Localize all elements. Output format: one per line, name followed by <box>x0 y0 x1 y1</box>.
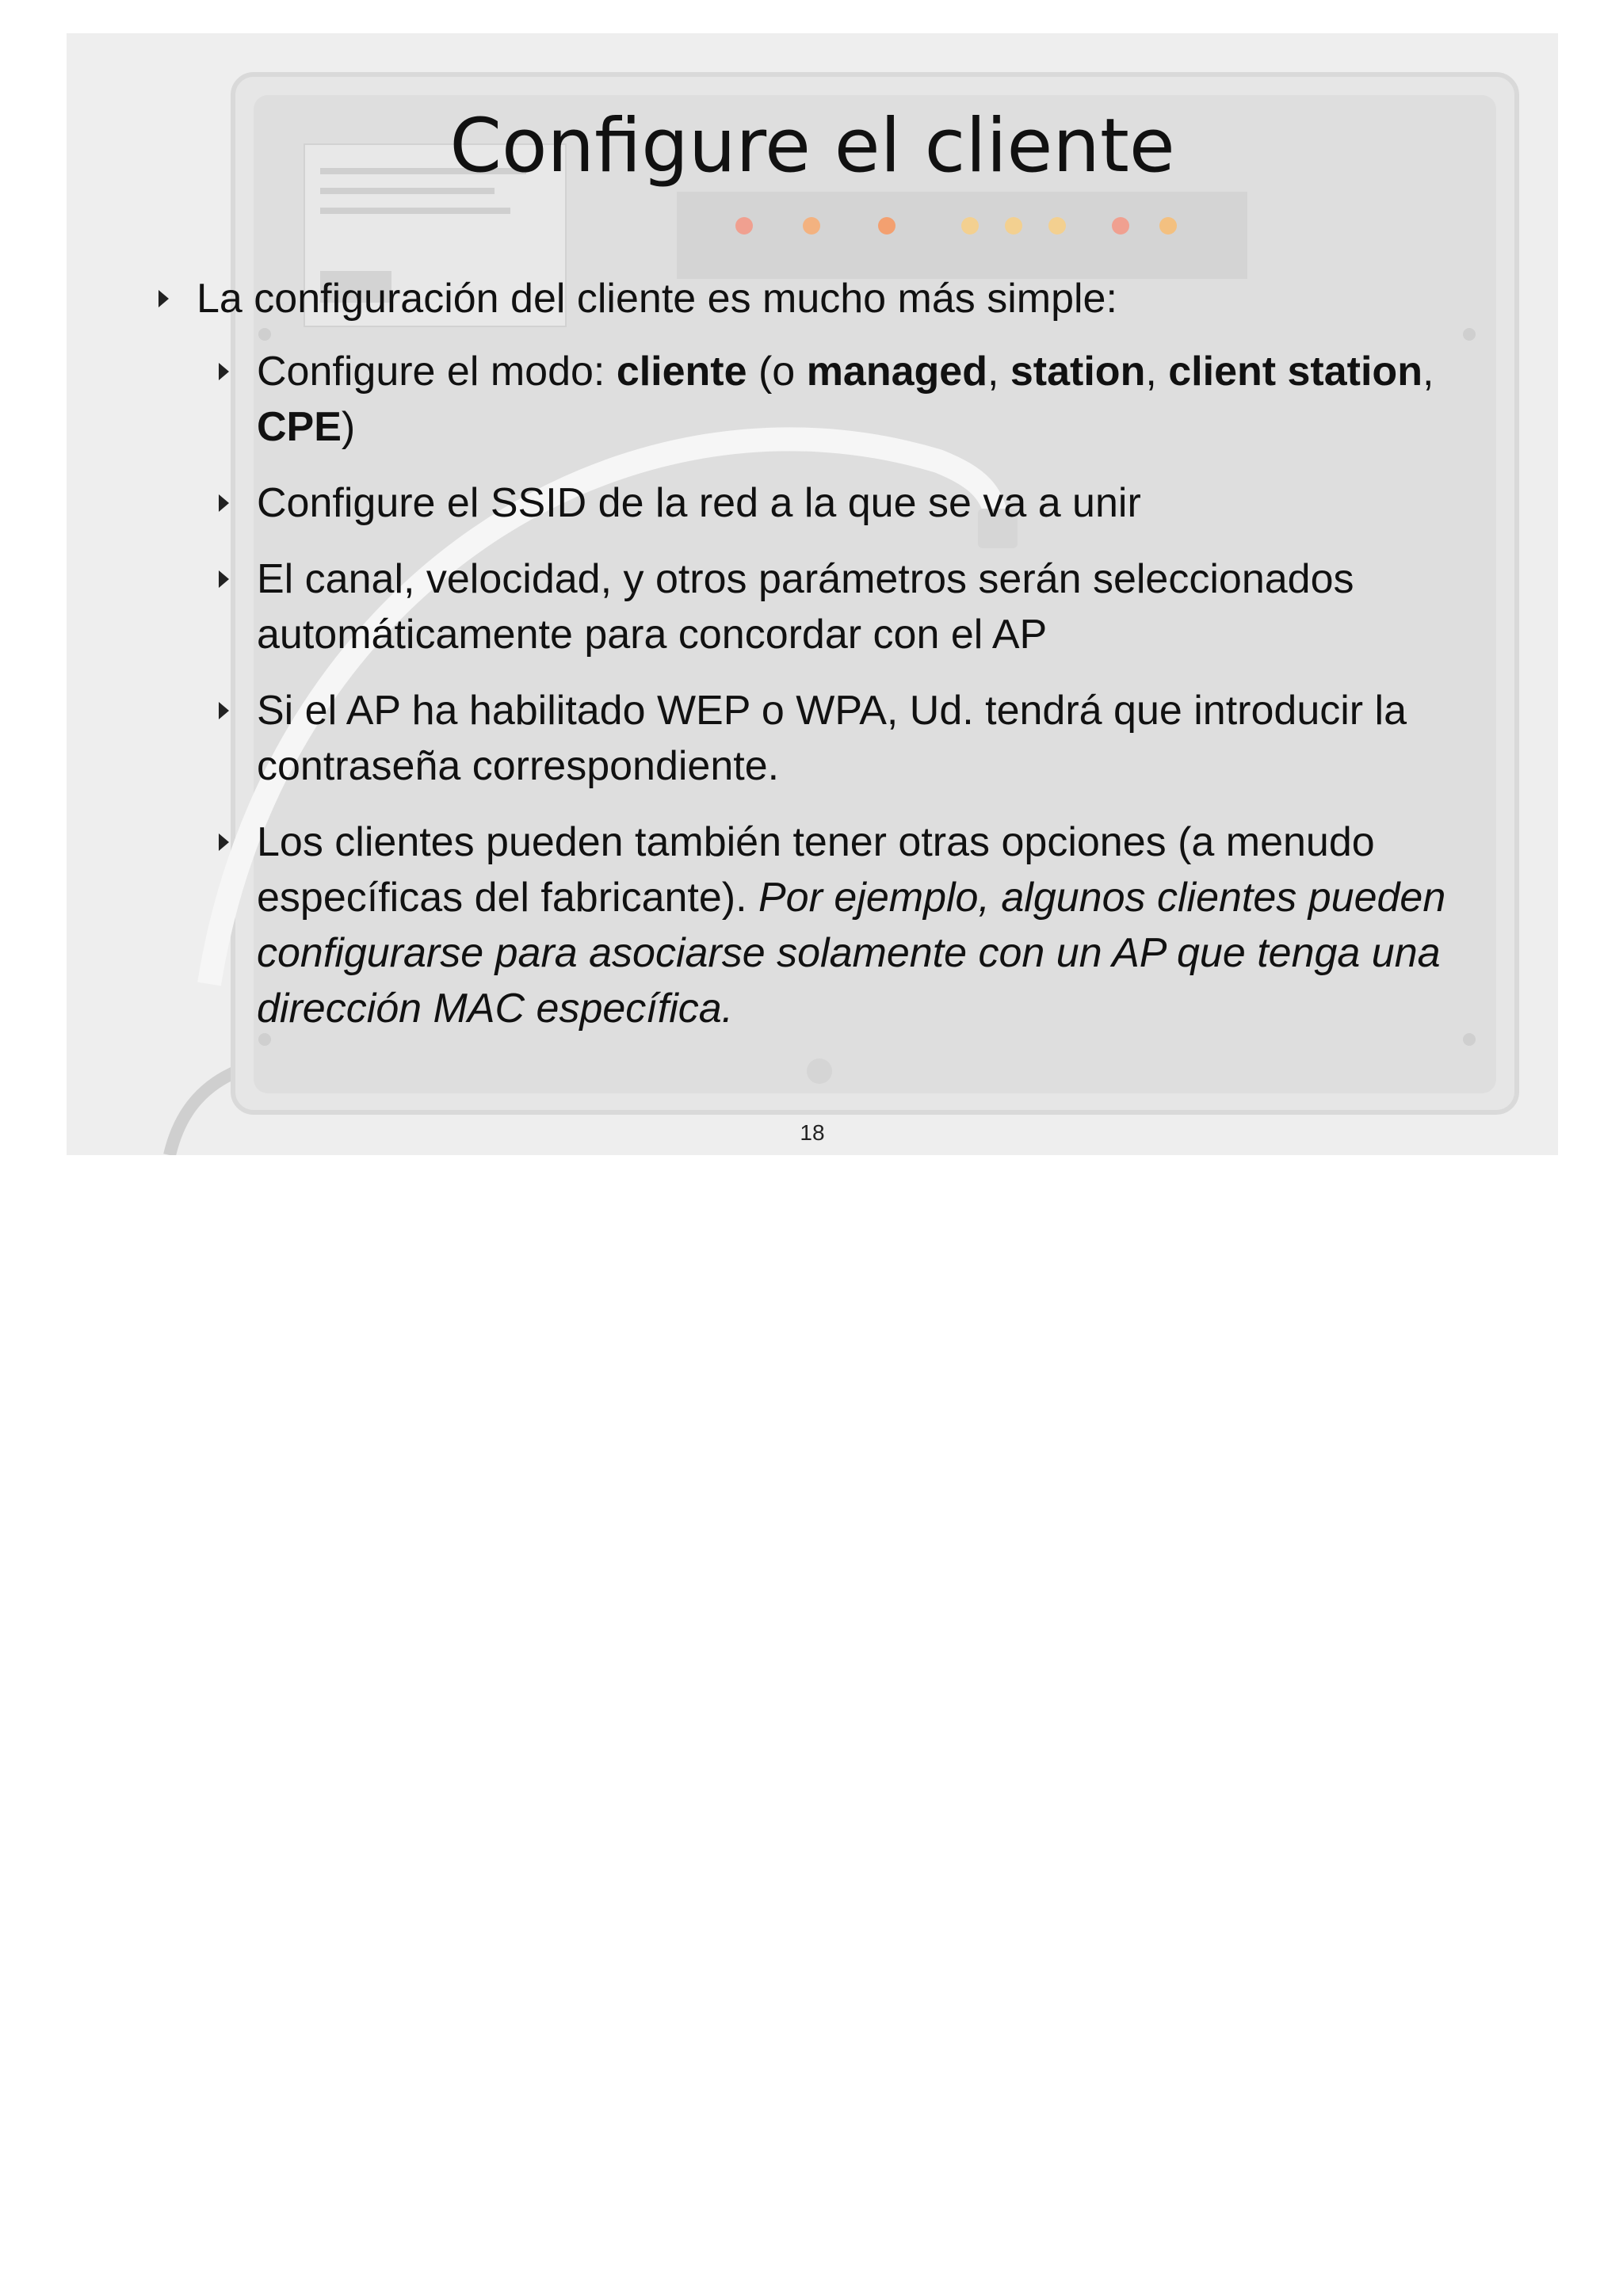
mode-prefix: Configure el modo: <box>257 349 617 395</box>
channel-text: El canal, velocidad, y otros parámetros serán seleccionados automáticamente para concordar con el AP <box>257 556 1354 658</box>
slide-content <box>154 271 1525 1057</box>
options-text: Los clientes pueden también tener otras opciones (a menudo específicas del fabricante). <box>257 819 1375 921</box>
options-example-text: Por ejemplo, algunos clientes pueden configurarse para asociarse solamente con un AP que tenga una dirección MAC específica. <box>257 875 1446 1032</box>
mode-paren-close: ) <box>341 404 356 450</box>
slide <box>67 33 1558 1155</box>
mode-sep: , <box>987 349 1010 395</box>
mode-sep: , <box>1422 349 1434 395</box>
security-text: Si el AP ha habilitado WEP o WPA, Ud. tendrá que introducir la contraseña correspondiente. <box>257 688 1407 789</box>
sub-bullet-security <box>214 683 1525 794</box>
mode-cpe: CPE <box>257 404 342 450</box>
bullet-arrow-icon <box>219 833 229 851</box>
ssid-text: Configure el SSID de la red a la que se va a unir <box>257 480 1141 526</box>
slide-title: Configure el cliente <box>449 103 1175 189</box>
top-bullet <box>154 271 1525 326</box>
top-bullet-text: La configuración del cliente es mucho más simple: <box>197 276 1117 322</box>
sub-bullet-channel <box>214 551 1525 662</box>
bullet-arrow-icon <box>219 702 229 719</box>
sub-bullet-options <box>214 814 1525 1036</box>
bullet-arrow-icon <box>219 570 229 588</box>
mode-client-station: client station <box>1168 349 1423 395</box>
sub-bullet-mode <box>214 344 1525 455</box>
mode-cliente: cliente <box>616 349 747 395</box>
mode-paren-open: (o <box>747 349 807 395</box>
sub-bullet-ssid <box>214 475 1525 531</box>
mode-station: station <box>1010 349 1146 395</box>
bullet-arrow-icon <box>219 494 229 512</box>
bullet-arrow-icon <box>219 363 229 380</box>
page-number: 18 <box>800 1120 825 1145</box>
mode-sep: , <box>1145 349 1169 395</box>
mode-managed: managed <box>806 349 987 395</box>
bullet-arrow-icon <box>158 290 169 307</box>
sub-bullet-list <box>214 344 1525 1036</box>
